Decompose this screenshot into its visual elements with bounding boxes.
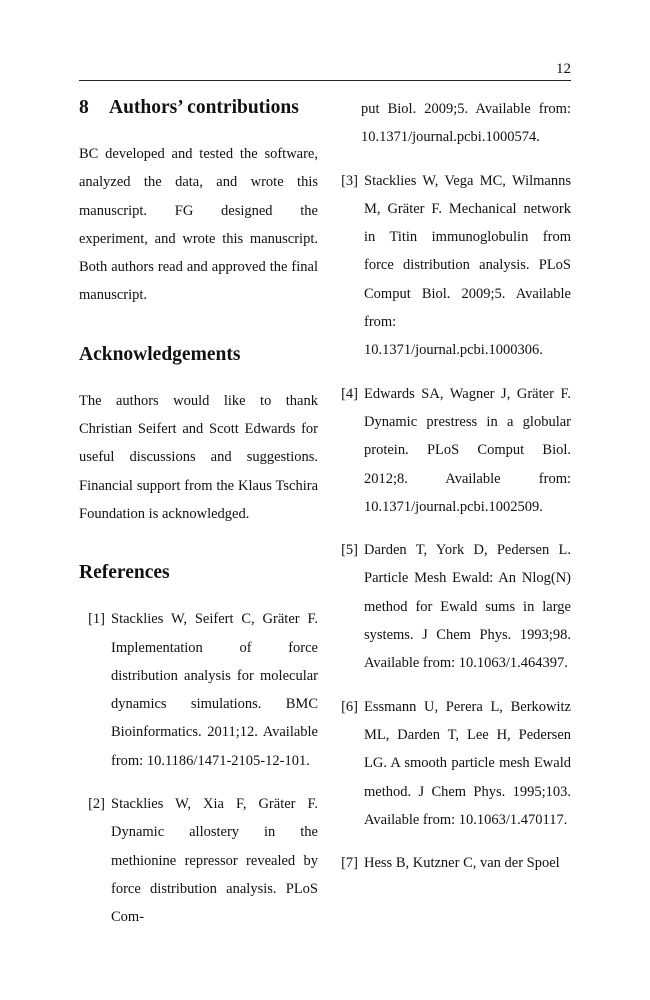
- reference-item-2: [79, 790, 318, 931]
- reference-label: [5]: [341, 542, 358, 559]
- reference-label: [3]: [341, 172, 358, 189]
- reference-label: [2]: [88, 796, 105, 813]
- reference-item-2-continued: put Biol. 2009;5. Available from: 10.1371/journal.pcbi.1000574.: [361, 101, 571, 146]
- reference-label: [7]: [341, 855, 358, 872]
- reference-item-5: [332, 536, 571, 677]
- section-title-text: Authors’ contributions: [109, 97, 299, 118]
- reference-item-4: [332, 380, 571, 521]
- reference-text: Stacklies W, Xia F, Gräter F. Dynamic allostery in the methionine repressor revealed by force distribution analysis. PLoS Com-: [111, 796, 318, 926]
- header-rule: [79, 80, 571, 81]
- right-column: [332, 95, 571, 877]
- left-column: [79, 94, 318, 932]
- reference-text: Hess B, Kutzner C, van der Spoel: [364, 855, 560, 872]
- section-title-contributions: [79, 94, 318, 122]
- reference-label: [1]: [88, 611, 105, 628]
- reference-item-6: [332, 693, 571, 834]
- contributions-paragraph: BC developed and tested the software, analyzed the data, and wrote this manuscript. FG designed the experiment, and wrote this manuscript. Both authors read and approved the final manuscript.: [79, 146, 318, 304]
- reference-text: Darden T, York D, Pedersen L. Particle Mesh Ewald: An Nlog(N) method for Ewald sums in large systems. J Chem Phys. 1993;98. Available from: 10.1063/1.464397.: [364, 542, 571, 672]
- section-number: 8: [79, 97, 89, 118]
- page-number: 12: [556, 61, 571, 77]
- reference-text: Stacklies W, Vega MC, Wilmanns M, Gräter F. Mechanical network in Titin immunoglobulin from force distribution analysis. PLoS Comput Biol. 2009;5. Available from: 10.1371/journal.pcbi.1000306.: [364, 172, 571, 359]
- acknowledgements-paragraph: The authors would like to thank Christian Seifert and Scott Edwards for useful discussions and suggestions. Financial support from the Klaus Tschira Foundation is acknowledged.: [79, 392, 318, 522]
- section-title-references: References: [79, 562, 170, 584]
- reference-item-1: [79, 605, 318, 775]
- reference-text: Stacklies W, Seifert C, Gräter F. Implementation of force distribution analysis for molecular dynamics simulations. BMC Bioinformatics. 2011;12. Available from: 10.1186/1471-2105-12-101.: [111, 611, 318, 769]
- section-title-acknowledgements: Acknowledgements: [79, 343, 241, 365]
- reference-item-3: [332, 167, 571, 365]
- reference-text: Essmann U, Perera L, Berkowitz ML, Darden T, Lee H, Pedersen LG. A smooth particle mesh Ewald method. J Chem Phys. 1995;103. Available from: 10.1063/1.470117.: [364, 698, 571, 828]
- reference-label: [6]: [341, 698, 358, 715]
- reference-item-7: [332, 849, 571, 877]
- reference-label: [4]: [341, 385, 358, 402]
- reference-text: Edwards SA, Wagner J, Gräter F. Dynamic prestress in a globular protein. PLoS Comput Biol. 2012;8. Available from: 10.1371/journal.pcbi.1002509.: [364, 385, 571, 515]
